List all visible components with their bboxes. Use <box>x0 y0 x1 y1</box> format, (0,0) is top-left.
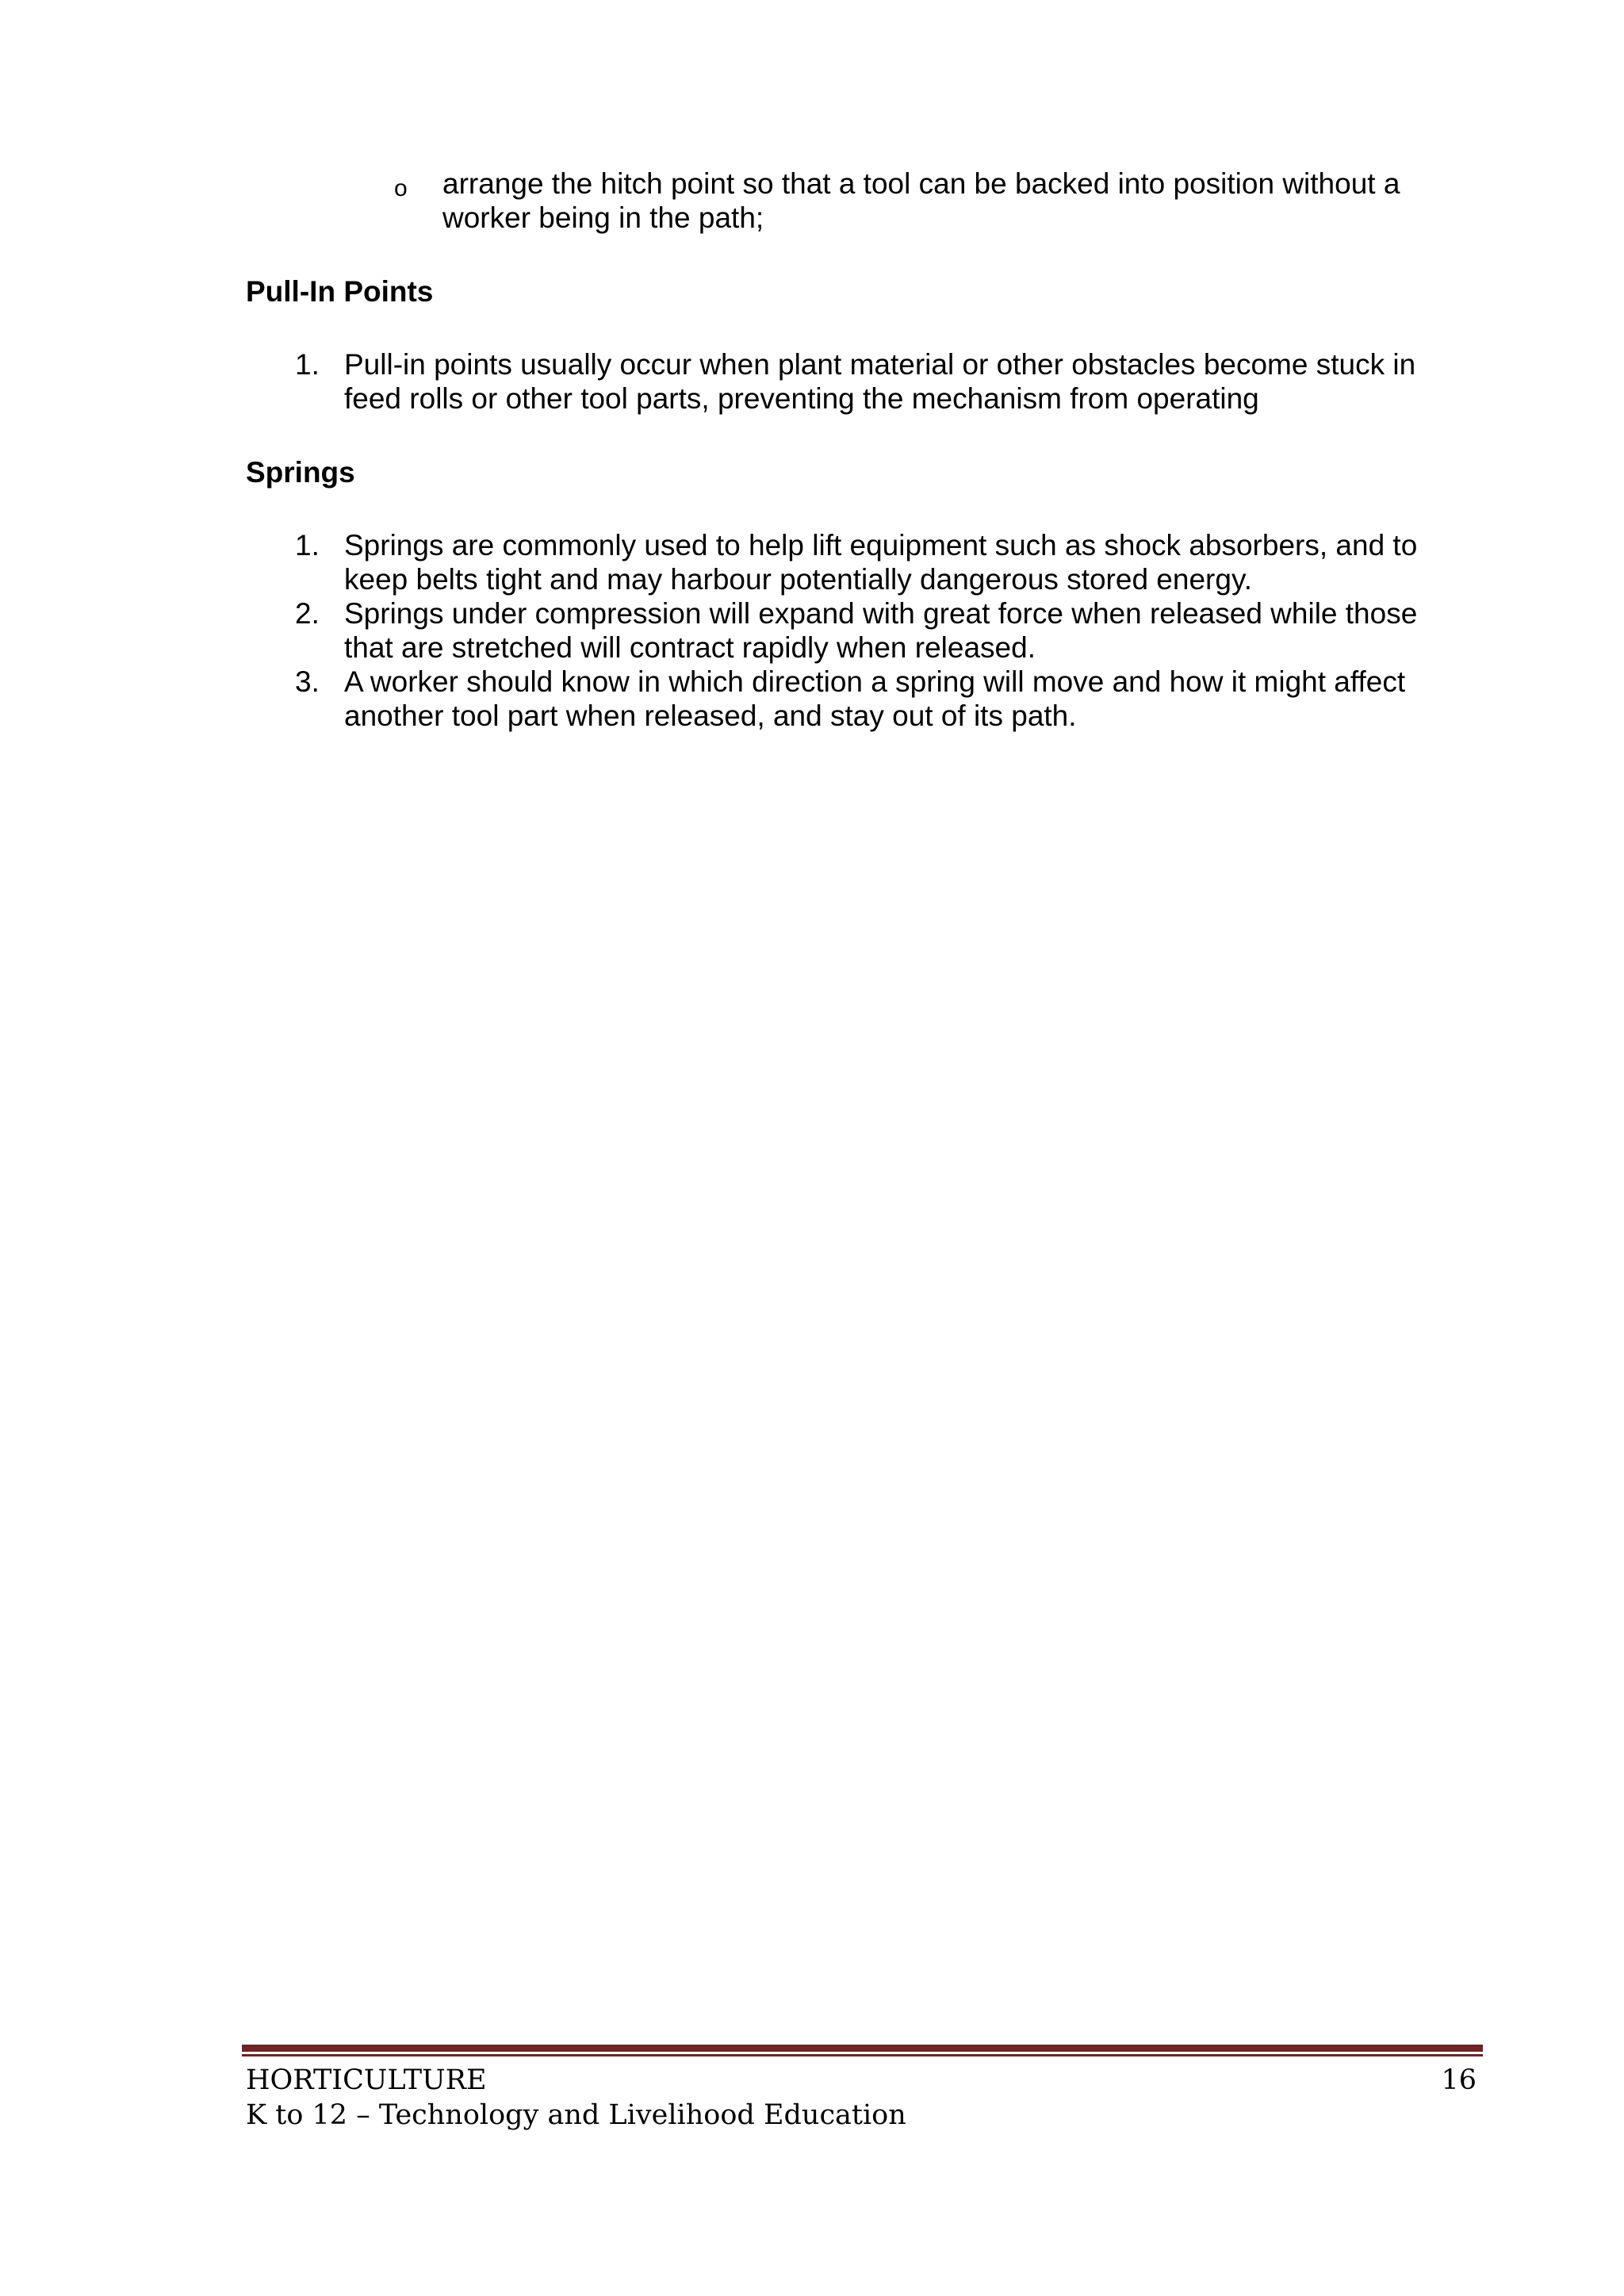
list-item <box>295 596 1469 665</box>
list-item-text: Springs under compression will expand with great force when released while those that are stretched will contract rapidly when released. <box>344 597 1418 664</box>
springs-list <box>295 528 1469 733</box>
footer-title: HORTICULTURE <box>246 2064 487 2096</box>
list-item <box>295 347 1469 416</box>
footer-subtitle: K to 12 – Technology and Livelihood Education <box>246 2099 906 2131</box>
bullet-text: arrange the hitch point so that a tool can be backed into position without a worker being in the path; <box>442 167 1400 234</box>
list-item-number: 1. <box>295 348 320 381</box>
section-heading-pull-in-points: Pull-In Points <box>246 275 434 308</box>
hitch-point-bullet <box>394 167 1457 235</box>
pull-in-points-list <box>295 347 1469 416</box>
list-item <box>295 528 1469 596</box>
footer-rule-thin <box>242 2054 1483 2056</box>
list-item-number: 1. <box>295 529 320 562</box>
list-item-number: 2. <box>295 597 320 630</box>
page-number: 16 <box>1441 2064 1477 2096</box>
list-item-text: Springs are commonly used to help lift equipment such as shock absorbers, and to keep belts tight and may harbour potentially dangerous stored energy. <box>344 529 1418 596</box>
list-item <box>295 665 1469 733</box>
footer-rule <box>242 2045 1483 2052</box>
list-item-number: 3. <box>295 665 320 698</box>
bullet-marker: o <box>394 175 408 201</box>
list-item-text: A worker should know in which direction a spring will move and how it might affect another tool part when released, and stay out of its path. <box>344 665 1406 732</box>
section-heading-springs: Springs <box>246 456 355 489</box>
list-item-text: Pull-in points usually occur when plant material or other obstacles become stuck in feed rolls or other tool parts, preventing the mechanism from operating <box>344 348 1416 415</box>
